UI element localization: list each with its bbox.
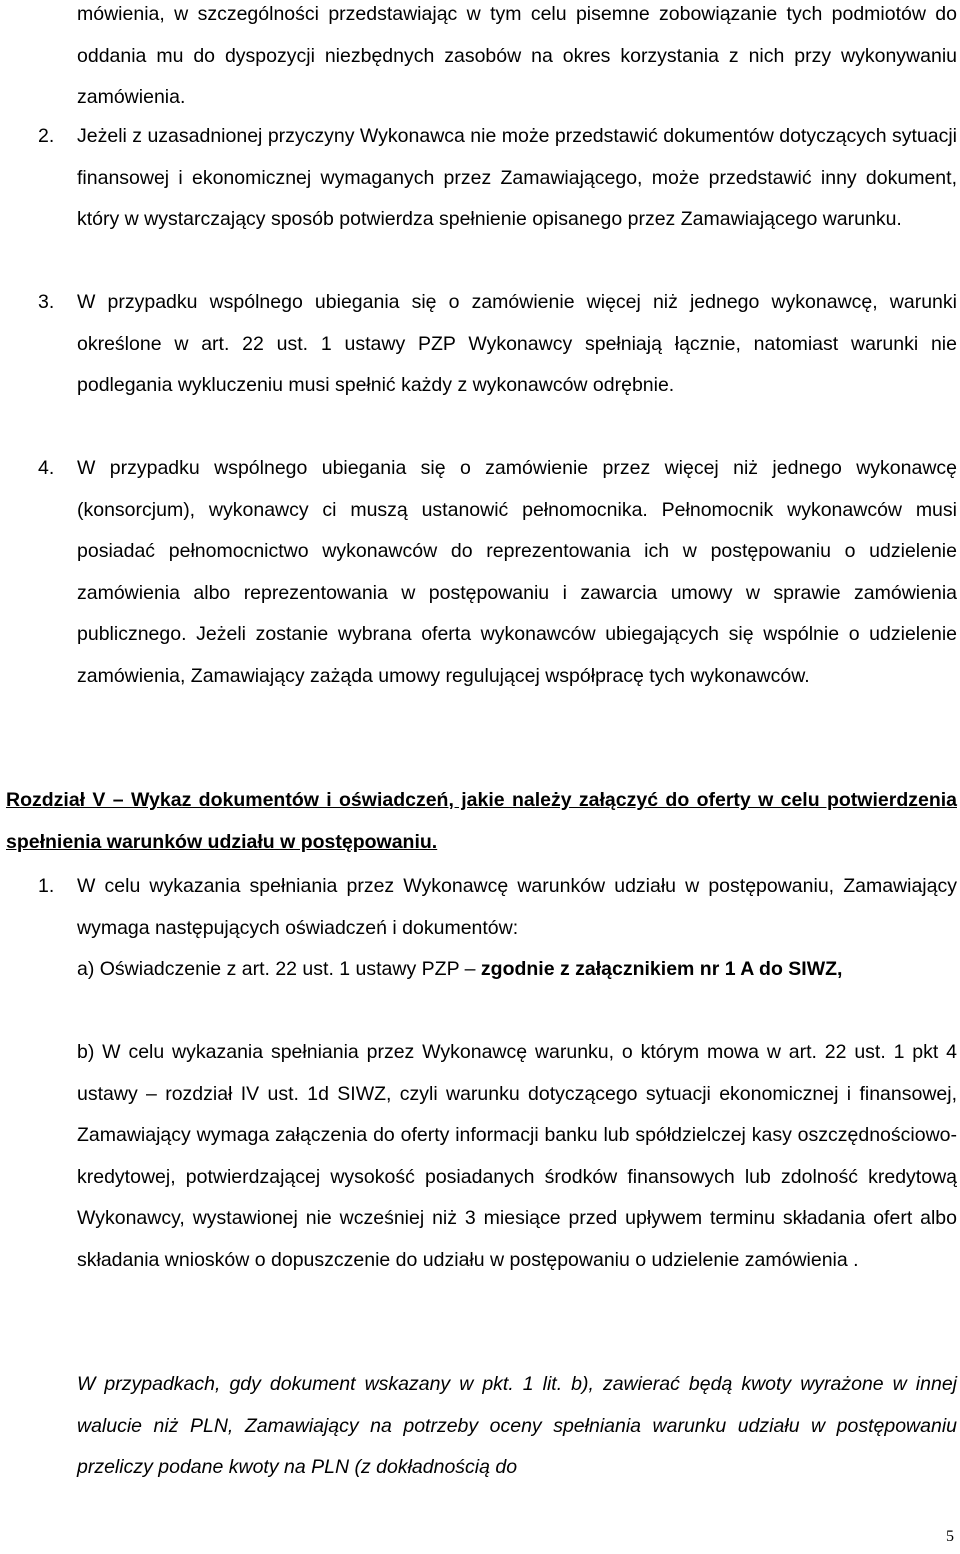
- item-text: Jeżeli z uzasadnionej przyczyny Wykonawca nie może przedstawić dokumentów dotyczących sytuacji finansowej i ekonomicznej wymaganych przez Zamawiającego, może przedstawić inny dokument, który w wystarczający sposób potwierdza spełnienie opisanego przez Zamawiającego warunku.: [77, 125, 957, 230]
- item-number: 1.: [38, 875, 55, 897]
- sub-item-a-prefix: a) Oświadczenie z art. 22 ust. 1 ustawy PZP –: [77, 958, 481, 980]
- item-text: W przypadku wspólnego ubiegania się o zamówienie więcej niż jednego wykonawcę, warunki określone w art. 22 ust. 1 ustawy PZP Wykonawcy spełniają łącznie, natomiast warunki nie podlegania wykluczeniu musi spełnić każdy z wykonawców odrębnie.: [77, 291, 957, 396]
- item-number: 2.: [38, 125, 55, 147]
- chapter-heading: Rozdział V – Wykaz dokumentów i oświadczeń, jakie należy załączyć do oferty w celu potwierdzenia spełnienia warunków udziału w postępowaniu.: [6, 789, 957, 853]
- page-number: 5: [946, 1528, 954, 1545]
- item-number: 4.: [38, 457, 55, 479]
- item-text: W celu wykazania spełniania przez Wykonawcę warunków udziału w postępowaniu, Zamawiający wymaga następujących oświadczeń i dokumentów:: [77, 875, 957, 939]
- sub-item-b: b) W celu wykazania spełniania przez Wykonawcę warunku, o którym mowa w art. 22 ust. 1 pkt 4 ustawy – rozdział IV ust. 1d SIWZ, czyli warunku dotyczącego sytuacji ekonomicznej i finansowej, Zamawiający wymaga załączenia do oferty informacji banku lub spółdzielczej kasy oszczędnościowo-kredytowej, potwierdzającej wysokość posiadanych środków finansowych lub zdolność kredytową Wykonawcy, wystawionej nie wcześniej niż 3 miesiące przed upływem terminu składania ofert albo składania wniosków o dopuszczenie do udziału w postępowaniu o udzielenie zamówienia .: [77, 1041, 957, 1271]
- intro-paragraph: mówienia, w szczególności przedstawiając w tym celu pisemne zobowiązanie tych podmiotów do oddania mu do dyspozycji niezbędnych zasobów na okres korzystania z nich przy wykonywaniu zamówienia.: [77, 3, 957, 108]
- italic-note: W przypadkach, gdy dokument wskazany w pkt. 1 lit. b), zawierać będą kwoty wyrażone w innej walucie niż PLN, Zamawiający na potrzeby oceny spełniania warunku udziału w postępowaniu przeliczy podane kwoty na PLN (z dokładnością do: [77, 1373, 957, 1478]
- item-text: W przypadku wspólnego ubiegania się o zamówienie przez więcej niż jednego wykonawcę (konsorcjum), wykonawcy ci muszą ustanowić pełnomocnika. Pełnomocnik wykonawców musi posiadać pełnomocnictwo wykonawców do reprezentowania ich w postępowaniu o udzielenie zamówienia albo reprezentowania w postępowaniu i zawarcia umowy w sprawie zamówienia publicznego. Jeżeli zostanie wybrana oferta wykonawców ubiegających się wspólnie o udzielenie zamówienia, Zamawiający zażąda umowy regulującej współpracę tych wykonawców.: [77, 457, 957, 687]
- sub-item-a: [77, 949, 957, 991]
- sub-item-a-bold: zgodnie z załącznikiem nr 1 A do SIWZ,: [480, 958, 843, 980]
- item-number: 3.: [38, 291, 55, 313]
